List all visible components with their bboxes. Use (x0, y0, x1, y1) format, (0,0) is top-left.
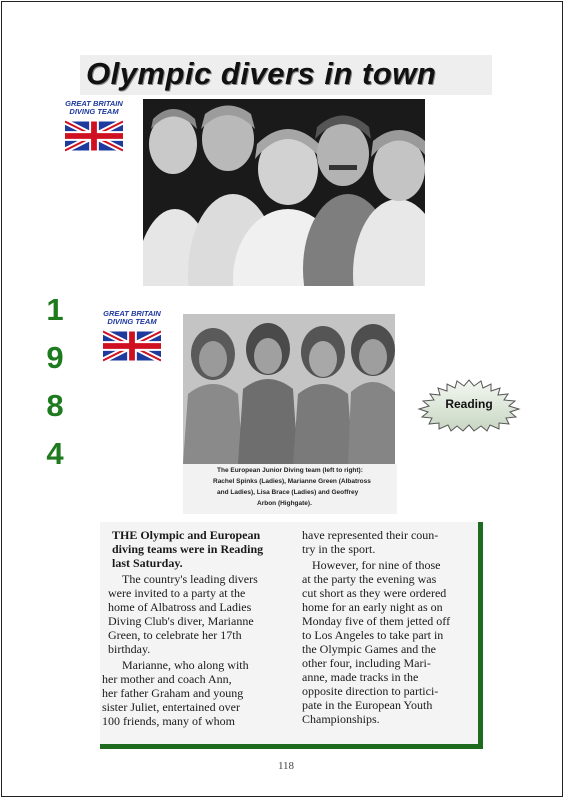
article-line: her mother and coach Ann, (102, 672, 232, 686)
year-digit: 8 (46, 388, 64, 423)
article-line: to Los Angeles to take part in (302, 628, 444, 642)
article-line: 100 friends, many of whom (102, 714, 235, 728)
gb-diving-team-logo (100, 310, 164, 370)
caption-line: Arbon (Highgate). (257, 500, 312, 507)
year-digit: 9 (46, 340, 64, 375)
year-digit: 4 (46, 436, 64, 471)
article-line: opposite direction to partici- (302, 684, 439, 698)
article-line: diving teams were in Reading (112, 542, 264, 556)
article-line: home of Albatross and Ladies (108, 600, 252, 614)
article-line: However, for nine of those (312, 558, 441, 572)
team-photo-olympic (143, 99, 425, 286)
headline-banner (80, 55, 492, 95)
article-line: cut short as they were ordered (302, 586, 447, 600)
gb-diving-team-logo (62, 100, 126, 160)
article-line: anne, made tracks in the (302, 670, 419, 684)
article-line: sister Juliet, entertained over (102, 700, 240, 714)
team-photo-european-junior (183, 314, 395, 464)
newspaper-article (100, 522, 483, 749)
headline-text: Olympic divers in town (86, 56, 437, 91)
year-digit: 1 (46, 292, 64, 327)
location-badge (411, 377, 531, 432)
article-line: Championships. (302, 712, 380, 726)
logo-text: GREAT BRITAIN DIVING TEAM (65, 99, 123, 116)
caption-line: Rachel Spinks (Ladies), Marianne Green (Albatross (213, 478, 371, 485)
union-flag-icon (65, 118, 123, 154)
article-line: THE Olympic and European (112, 528, 261, 542)
article-line: other four, including Mari- (302, 656, 431, 670)
article-line: Monday five of them jetted off (302, 614, 451, 628)
article-line: the Olympic Games and the (302, 642, 436, 656)
article-line: home for an early night as on (302, 600, 443, 614)
article-line: last Saturday. (112, 556, 183, 570)
caption-line: The European Junior Diving team (left to right): (217, 467, 363, 474)
caption-line: and Ladies), Lisa Brace (Ladies) and Geoffrey (217, 489, 359, 496)
logo-text: GREAT BRITAIN DIVING TEAM (103, 309, 161, 326)
article-line: her father Graham and young (102, 686, 244, 700)
article-line: Green, to celebrate her 17th (108, 628, 242, 642)
article-line: were invited to a party at the (108, 586, 246, 600)
article-line: birthday. (108, 642, 151, 656)
union-flag-icon (103, 328, 161, 364)
article-line: Diving Club's diver, Marianne (108, 614, 254, 628)
article-line: The country's leading divers (122, 572, 258, 586)
article-line: try in the sport. (302, 542, 376, 556)
article-line: Marianne, who along with (122, 658, 249, 672)
page-number: 118 (277, 760, 295, 772)
article-line: at the party the evening was (302, 572, 437, 586)
article-line: pate in the European Youth (302, 698, 433, 712)
photo-caption (183, 464, 397, 514)
location-badge-text: Reading (445, 397, 493, 411)
article-line: have represented their coun- (302, 528, 439, 542)
